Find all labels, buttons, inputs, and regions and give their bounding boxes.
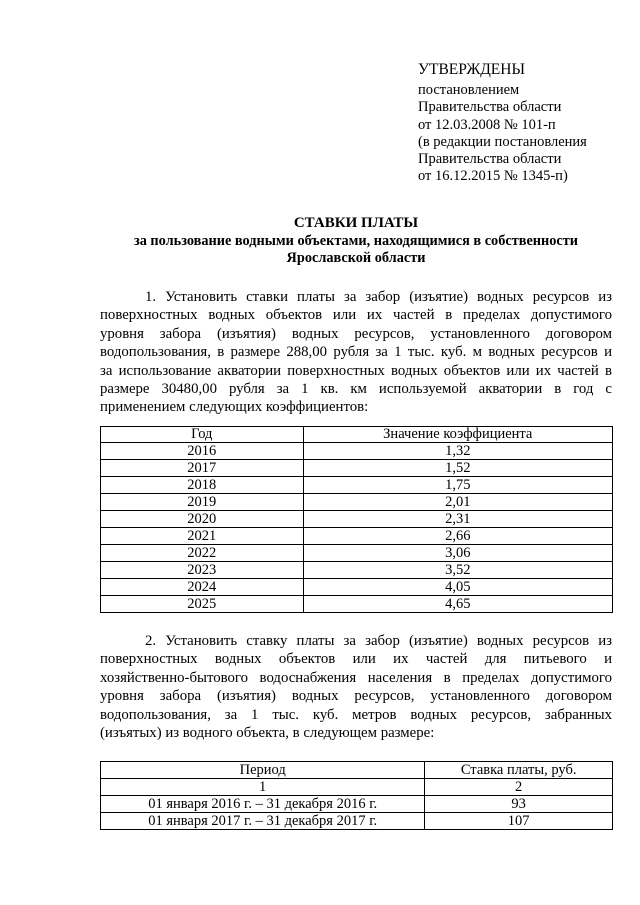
table-row: [101, 562, 613, 579]
document-title: [100, 215, 612, 268]
table-row: [101, 477, 613, 494]
column-number: 1: [101, 779, 425, 796]
paragraph-line: поверхностных водных объектов или их частей в пределах допустимого: [100, 307, 612, 324]
year-cell: 2025: [101, 596, 304, 613]
year-cell: 2017: [101, 460, 304, 477]
approval-heading: УТВЕРЖДЕНЫ: [418, 61, 525, 78]
table-row: [101, 443, 613, 460]
section-1-paragraph: [100, 288, 612, 417]
approval-line: от 16.12.2015 № 1345-п): [418, 168, 568, 185]
year-cell: 2024: [101, 579, 304, 596]
approval-line: Правительства области: [418, 151, 562, 168]
approval-line: Правительства области: [418, 99, 562, 116]
paragraph-line: водопользования, за 1 тыс. куб. метров водных ресурсов, забранных: [100, 706, 612, 723]
coefficient-cell: 2,31: [303, 511, 612, 528]
table-row: [101, 494, 613, 511]
paragraph-line: за использование акватории поверхностных водных объектов или их частей в: [100, 362, 612, 379]
paragraph-line: хозяйственно-бытового водоснабжения населения в пределах допустимого: [100, 669, 612, 686]
column-header-rate: Ставка платы, руб.: [425, 762, 613, 779]
year-cell: 2020: [101, 511, 304, 528]
table-row: [101, 528, 613, 545]
table-number-row: [101, 779, 613, 796]
table-row: [101, 579, 613, 596]
column-number: 2: [425, 779, 613, 796]
table-row: [101, 511, 613, 528]
coefficient-cell: 4,65: [303, 596, 612, 613]
column-header-coefficient: Значение коэффициента: [303, 427, 612, 443]
paragraph-line: уровня забора (изъятия) водных ресурсов, установленного договором: [100, 688, 612, 705]
period-cell: 01 января 2017 г. – 31 декабря 2017 г.: [101, 813, 425, 830]
coefficient-cell: 3,06: [303, 545, 612, 562]
column-header-year: Год: [101, 427, 304, 443]
paragraph-line: 2. Установить ставку платы за забор (изъятие) водных ресурсов из: [145, 633, 612, 649]
year-cell: 2022: [101, 545, 304, 562]
approval-block: [418, 60, 628, 186]
title-line-3: Ярославской области: [286, 250, 426, 266]
title-line-1: СТАВКИ ПЛАТЫ: [293, 215, 419, 231]
coefficient-cell: 4,05: [303, 579, 612, 596]
year-cell: 2018: [101, 477, 304, 494]
year-cell: 2019: [101, 494, 304, 511]
coefficient-cell: 2,66: [303, 528, 612, 545]
approval-line: постановлением: [418, 82, 520, 98]
paragraph-line: (изъятых) из водного объекта, в следующем размере:: [100, 724, 435, 741]
paragraph-line: поверхностных водных объектов или их частей для питьевого и: [100, 651, 612, 668]
table-header-row: [101, 427, 613, 443]
title-line-2: за пользование водными объектами, находящимися в собственности: [133, 232, 579, 249]
table-row: [101, 460, 613, 477]
table-row: [101, 796, 613, 813]
column-header-period: Период: [101, 762, 425, 779]
approval-line: (в редакции постановления: [418, 133, 587, 150]
paragraph-line: размере 30480,00 рубля за 1 кв. км используемой акватории в год с: [100, 380, 612, 397]
approval-line: от 12.03.2008 № 101-п: [418, 116, 556, 133]
period-cell: 01 января 2016 г. – 31 декабря 2016 г.: [101, 796, 425, 813]
coefficient-cell: 3,52: [303, 562, 612, 579]
table-row: [101, 545, 613, 562]
rate-cell: 107: [425, 813, 613, 830]
paragraph-line: 1. Установить ставки платы за забор (изъятие) водных ресурсов из: [145, 289, 612, 305]
paragraph-line: применением следующих коэффициентов:: [100, 399, 369, 416]
table-row: [101, 596, 613, 613]
year-cell: 2021: [101, 528, 304, 545]
table-row: [101, 813, 613, 830]
year-cell: 2023: [101, 562, 304, 579]
coefficient-cell: 1,52: [303, 460, 612, 477]
coefficient-cell: 1,75: [303, 477, 612, 494]
coefficient-table: [100, 426, 613, 613]
paragraph-line: уровня забора (изъятия) водных ресурсов, установленного договором: [100, 325, 612, 342]
paragraph-line: водопользования, в размере 288,00 рубля за 1 тыс. куб. м водных ресурсов и: [100, 344, 612, 361]
coefficient-cell: 2,01: [303, 494, 612, 511]
section-2-paragraph: [100, 632, 612, 742]
rate-cell: 93: [425, 796, 613, 813]
table-header-row: [101, 762, 613, 779]
rate-table: [100, 761, 613, 830]
year-cell: 2016: [101, 443, 304, 460]
coefficient-cell: 1,32: [303, 443, 612, 460]
